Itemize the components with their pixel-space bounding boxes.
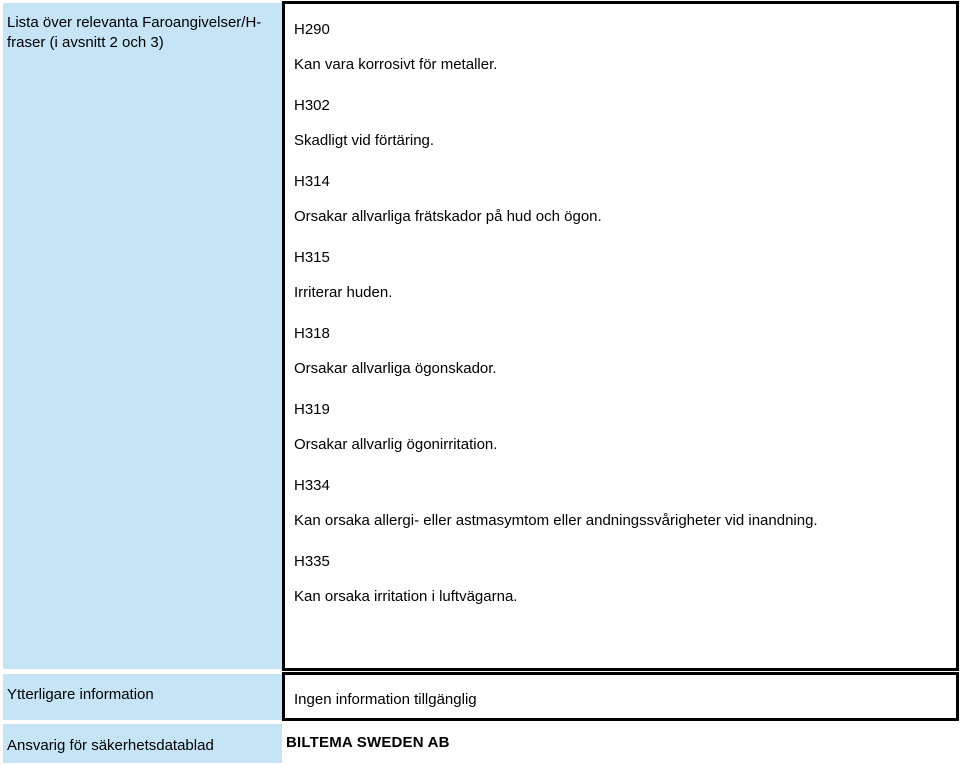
hazard-statement: Orsakar allvarlig ögonirritation.: [294, 436, 498, 453]
hazard-code: H290: [294, 21, 330, 38]
hazard-phrase-item: [294, 325, 956, 378]
hazard-code: H319: [294, 401, 330, 418]
hazard-phrase-item: [294, 21, 956, 74]
hazard-phrase-item: [294, 553, 956, 606]
hazard-phrase-item: [294, 97, 956, 150]
hazard-statement: Orsakar allvarliga frätskador på hud och ögon.: [294, 208, 602, 225]
hazard-statement: Kan vara korrosivt för metaller.: [294, 56, 498, 73]
hazard-phrases-box: [282, 1, 959, 671]
additional-info-text: Ingen information tillgänglig: [294, 691, 477, 708]
hazard-code: H335: [294, 553, 330, 570]
additional-info-box: [282, 672, 959, 721]
hazard-statement: Orsakar allvarliga ögonskador.: [294, 360, 497, 377]
hazard-phrase-item: [294, 477, 956, 530]
hazard-statement: Kan orsaka irritation i luftvägarna.: [294, 588, 518, 605]
hazard-code: H314: [294, 173, 330, 190]
responsible-label: [3, 724, 282, 763]
hazard-phrase-list: [285, 4, 956, 606]
additional-info-label: [3, 674, 282, 720]
hazard-code: H302: [294, 97, 330, 114]
hazard-phrases-label: [3, 3, 282, 669]
hazard-statement: Irriterar huden.: [294, 284, 393, 301]
hazard-statement: Skadligt vid förtäring.: [294, 132, 435, 149]
hazard-code: H334: [294, 477, 330, 494]
hazard-code: H318: [294, 325, 330, 342]
additional-info-label-text: Ytterligare information: [7, 686, 154, 703]
hazard-phrase-item: [294, 173, 956, 226]
hazard-code: H315: [294, 249, 330, 266]
responsible-company: BILTEMA SWEDEN AB: [286, 734, 450, 751]
hazard-statement: Kan orsaka allergi- eller astmasymtom eller andningssvårigheter vid inandning.: [294, 512, 818, 529]
responsible-label-text: Ansvarig för säkerhetsdatablad: [7, 737, 214, 754]
hazard-phrase-item: [294, 401, 956, 454]
hazard-phrases-label-text: Lista över relevanta Faroangivelser/H-fraser (i avsnitt 2 och 3): [7, 14, 262, 51]
hazard-phrase-item: [294, 249, 956, 302]
